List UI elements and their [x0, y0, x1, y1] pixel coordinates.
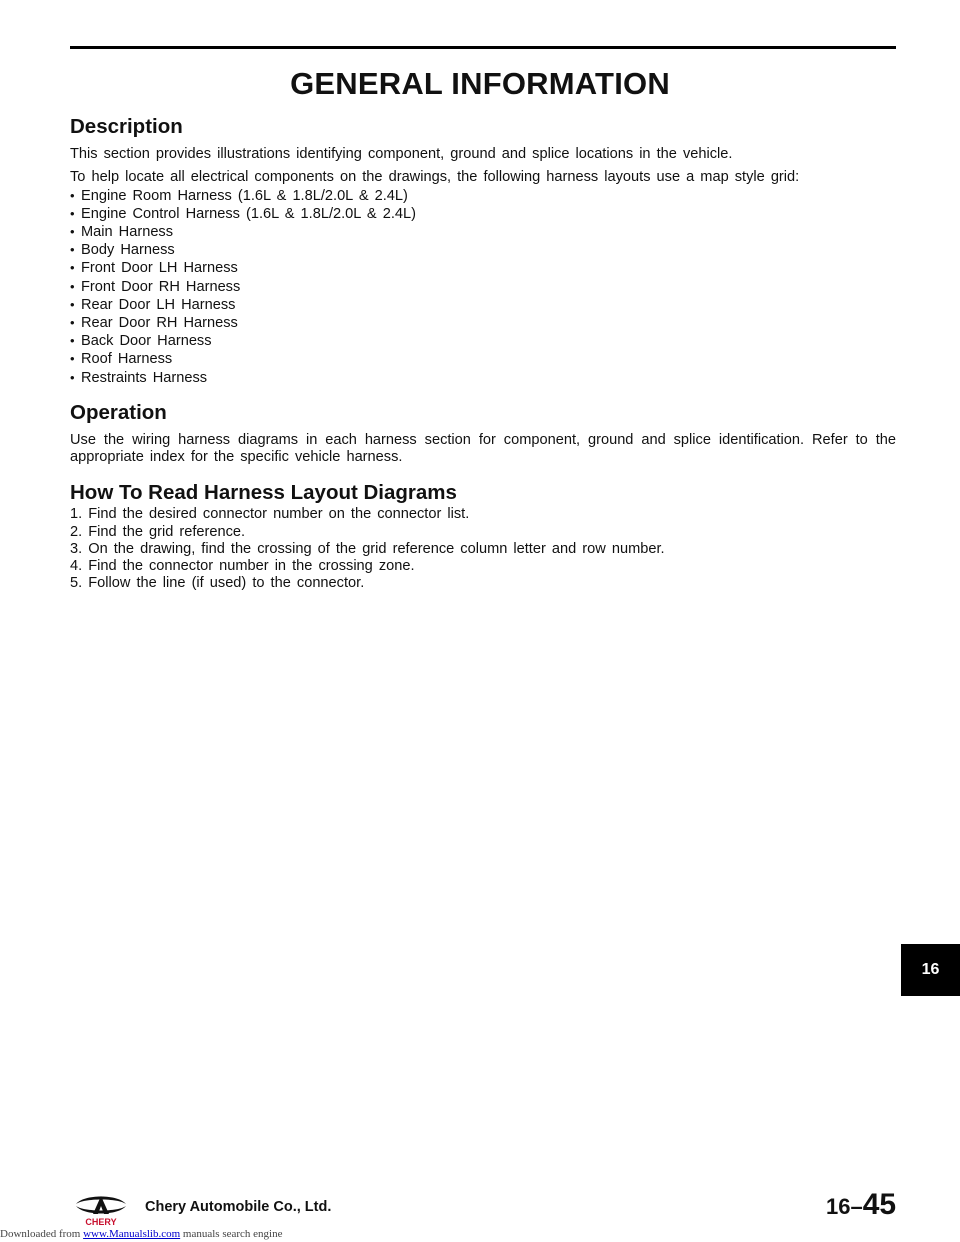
list-item: • Front Door RH Harness [70, 278, 241, 295]
list-item: • Rear Door LH Harness [70, 296, 236, 313]
list-item: • Restraints Harness [70, 369, 208, 386]
list-item: • Body Harness [70, 242, 175, 259]
list-item: • Engine Room Harness (1.6L & 1.8L/2.0L & 2.4L) [70, 187, 408, 204]
bullet-icon: • [70, 369, 75, 385]
howto-steps [70, 506, 896, 592]
bullet-icon: • [70, 315, 75, 331]
list-item: • Back Door Harness [70, 333, 212, 350]
page-number: 16–45 [826, 1188, 897, 1221]
description-paragraph-2: To help locate all electrical components on the drawings, the following harness layouts use a map style grid: [70, 169, 800, 186]
bullet-icon: • [70, 205, 75, 221]
manualslib-link[interactable]: www.Manualslib.com [83, 1228, 181, 1240]
operation-heading: Operation [70, 400, 167, 424]
list-item: 5. Follow the line (if used) to the connector. [70, 575, 365, 592]
content [70, 114, 896, 592]
howto-heading: How To Read Harness Layout Diagrams [70, 481, 457, 505]
harness-list [70, 187, 896, 387]
list-item: 2. Find the grid reference. [70, 523, 246, 540]
chery-logo [70, 1193, 132, 1227]
bullet-icon: • [70, 260, 75, 276]
company-name: Chery Automobile Co., Ltd. [145, 1199, 332, 1215]
download-note: Downloaded from www.Manualslib.com manuals search engine [0, 1228, 283, 1240]
list-item: • Roof Harness [70, 351, 173, 368]
list-item: • Engine Control Harness (1.6L & 1.8L/2.0L & 2.4L) [70, 205, 416, 222]
bullet-icon: • [70, 296, 75, 312]
list-item: 1. Find the desired connector number on the connector list. [70, 506, 470, 523]
description-heading: Description [70, 115, 183, 138]
page-title: GENERAL INFORMATION [290, 66, 670, 101]
description-paragraph-1: This section provides illustrations identifying component, ground and splice locations in the vehicle. [70, 146, 733, 162]
bullet-icon: • [70, 242, 75, 258]
section-tab[interactable]: 16 [901, 944, 960, 996]
bullet-icon: • [70, 278, 75, 294]
bullet-icon: • [70, 224, 75, 239]
list-item: 4. Find the connector number in the crossing zone. [70, 558, 415, 575]
bullet-icon: • [70, 187, 75, 203]
logo-text: CHERY [85, 1217, 117, 1227]
bullet-icon: • [70, 351, 75, 367]
top-rule [70, 46, 896, 49]
list-item: • Front Door LH Harness [70, 260, 238, 277]
bullet-icon: • [70, 333, 75, 349]
list-item: • Rear Door RH Harness [70, 315, 238, 332]
list-item: 3. On the drawing, find the crossing of the grid reference column letter and row number. [70, 540, 665, 557]
list-item: • Main Harness [70, 224, 174, 240]
operation-paragraph: Use the wiring harness diagrams in each harness section for component, ground and splice identification. Refer to the appropriate index for the specific vehicle harness. [70, 431, 896, 466]
